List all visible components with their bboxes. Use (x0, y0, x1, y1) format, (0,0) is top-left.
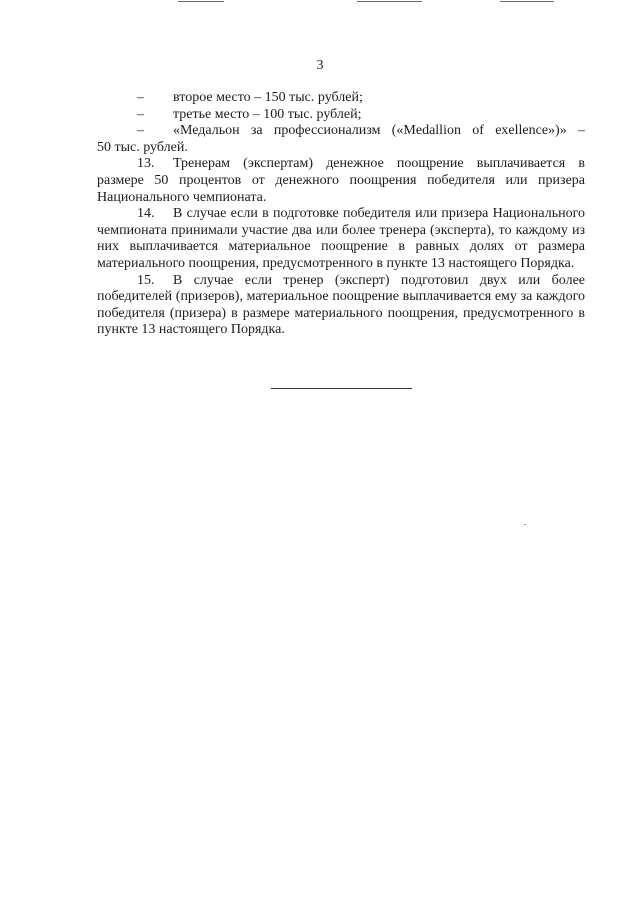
list-item-text: третье место – 100 тыс. рублей; (173, 106, 362, 122)
document-body (97, 90, 585, 339)
paragraph-13 (97, 156, 585, 206)
scan-speck (524, 524, 526, 525)
list-item-continuation: 50 тыс. рублей. (97, 139, 188, 155)
list-dash: – (137, 90, 144, 105)
list-dash: – (137, 123, 144, 139)
paragraph-text: В случае если тренер (эксперт) подготовил двух или более победителей (призеров), материальное поощрение выплачивается ему за каждого победителя (призера) в размере материального поощрения, предусмотренного в пункте 13 настоящего Порядка. (97, 272, 585, 338)
paragraph-15 (97, 273, 585, 339)
paragraph-number: 15. (137, 272, 155, 288)
paragraph-text: В случае если в подготовке победителя или призера Национального чемпионата принимали участие два или более тренера (эксперта), то каждому из них выплачивается материальное поощрение в равных долях от размера материального поощрения, предусмотренного в пункте 13 настоящего Порядка. (97, 206, 585, 271)
list-item (97, 90, 585, 107)
scan-artifact-line (357, 1, 422, 2)
paragraph-number: 13. (137, 156, 155, 172)
list-item-text: второе место – 150 тыс. рублей; (173, 90, 363, 105)
page-number: 3 (316, 58, 324, 73)
list-item-text: «Медальон за профессионализм («Medallion of exellence»)» – (173, 123, 585, 139)
paragraph-14 (97, 206, 585, 272)
list-dash: – (137, 106, 144, 122)
list-item (97, 123, 585, 140)
scan-artifact-line (178, 1, 224, 2)
scan-artifact-line (500, 1, 554, 2)
paragraph-number: 14. (137, 206, 155, 222)
list-item (97, 107, 585, 124)
end-of-document-rule (271, 388, 412, 389)
paragraph-text: Тренерам (экспертам) денежное поощрение выплачивается в размере 50 процентов от денежного поощрения победителя или призера Национального чемпионата. (97, 156, 585, 205)
